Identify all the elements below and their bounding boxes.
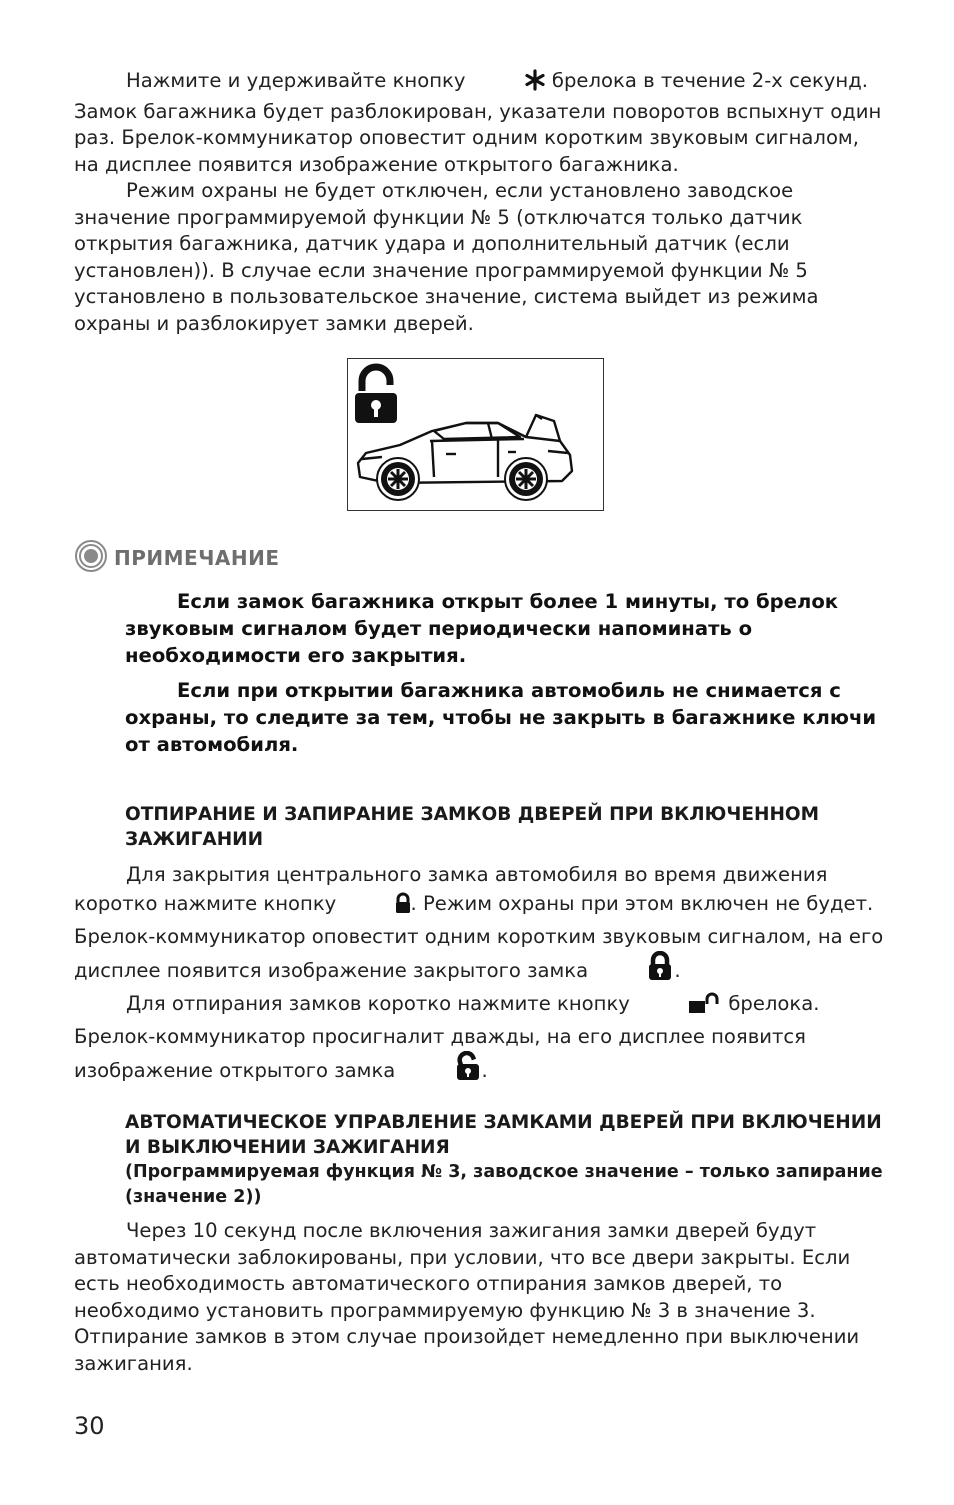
section1-paragraph-1: Для закрытия центрального замка автомобиля во время движения коротко нажмите кнопку . Режим охраны при этом включен не будет. Брелок-коммуникатор оповестит одним коротким звуковым сигналом, на его дисплее появится изображение закрытого замка . xyxy=(74,860,889,989)
open-padlock-icon xyxy=(402,1051,482,1089)
lock-button-icon xyxy=(343,892,411,922)
front-wheel xyxy=(377,458,419,500)
section1-heading: ОТПИРАНИЕ И ЗАПИРАНИЕ ЗАМКОВ ДВЕРЕЙ ПРИ ВКЛЮЧЕННОМ ЗАЖИГАНИИ xyxy=(125,804,820,850)
rear-wheel xyxy=(505,458,547,500)
open-trunk-illustration xyxy=(347,358,604,511)
intro-paragraph-2: Режим охраны не будет отключен, если установлено заводское значение программируемой функции № 5 (отключатся только датчик открытия багажника, датчик удара и дополнительный датчик (если установлен)). В случае если значение программируемой функции № 5 установлено в пользовательское значение, система выйдет из режима охраны и разблокирует замки дверей. xyxy=(74,179,819,335)
note-target-icon xyxy=(74,539,108,577)
section2-paragraph-1: Через 10 секунд после включения зажигания замки дверей будут автоматически заблокированы, при условии, что все двери закрыты. Если есть необходимость автоматического отпирания замков дверей, то необходимо установить программируемую функцию № 3 в значение 3. Отпирание замков в этом случае произойдет немедленно при выключении зажигания. xyxy=(74,1219,860,1375)
closed-padlock-icon xyxy=(594,951,674,989)
open-padlock-icon xyxy=(355,367,397,423)
unlock-button-icon xyxy=(636,992,722,1022)
note-paragraph-2: Если при открытии багажника автомобиль не снимается с охраны, то следите за тем, чтобы не закрыть в багажнике ключи от автомобиля. xyxy=(125,679,877,756)
note-header xyxy=(74,540,279,576)
note-title: ПРИМЕЧАНИЕ xyxy=(114,546,280,570)
note-text xyxy=(125,588,885,766)
section2-subtitle: (Программируемая функция № 3, заводское значение – только запирание (значение 2)) xyxy=(125,1162,883,1207)
page-number: 30 xyxy=(74,1412,105,1440)
intro-text xyxy=(74,68,889,337)
car-open-trunk-icon xyxy=(348,359,603,510)
intro-paragraph-1: Нажмите и удерживайте кнопку брелока в течение 2-х секунд. Замок багажника будет разблокирован, указатели поворотов вспыхнут один раз. Брелок-коммуникатор оповестит одним коротким звуковым сигналом, на дисплее появится изображение открытого багажника. xyxy=(74,69,882,176)
section2-title: АВТОМАТИЧЕСКОЕ УПРАВЛЕНИЕ ЗАМКАМИ ДВЕРЕЙ ПРИ ВКЛЮЧЕНИИ И ВЫКЛЮЧЕНИИ ЗАЖИГАНИЯ xyxy=(125,1112,882,1158)
section2-heading xyxy=(125,1110,885,1210)
asterisk-icon xyxy=(472,69,546,99)
note-paragraph-1: Если замок багажника открыт более 1 минуты, то брелок звуковым сигналом будет периодически напоминать о необходимости его закрытия. xyxy=(125,590,839,667)
section1-paragraph-2: Для отпирания замков коротко нажмите кнопку брелока. Брелок-коммуникатор просигналит дважды, на его дисплее появится изображение открытого замка . xyxy=(74,989,889,1089)
section1-text xyxy=(74,860,889,1089)
section2-text xyxy=(74,1218,889,1377)
